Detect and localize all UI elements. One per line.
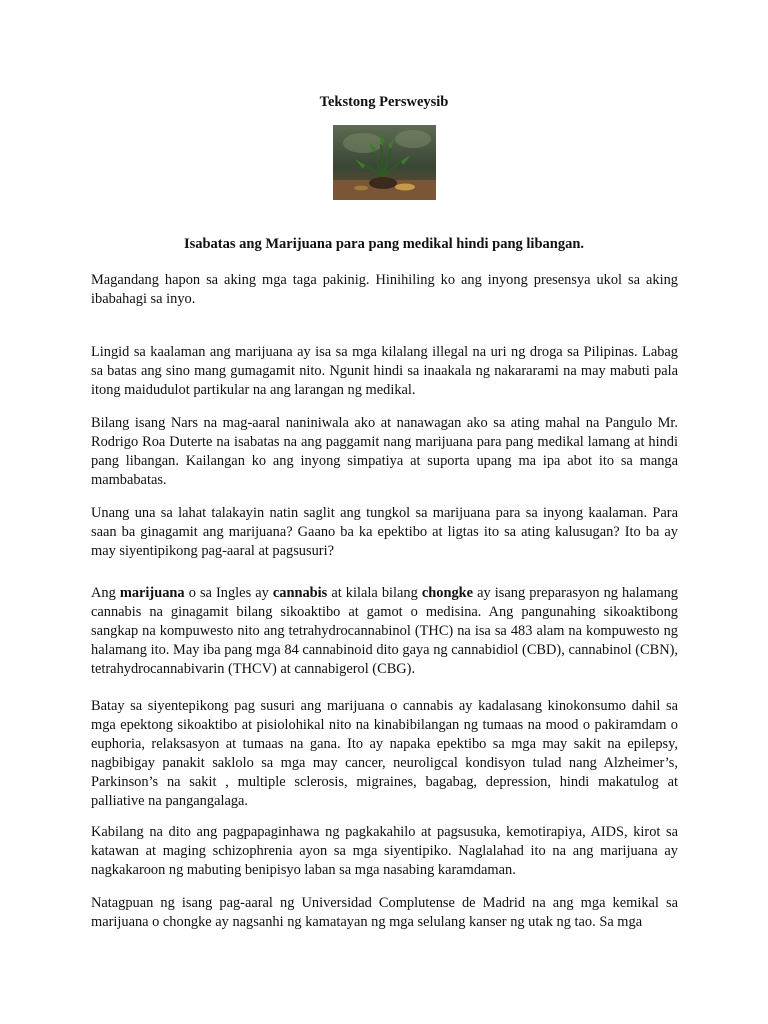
paragraph-appeal: Bilang isang Nars na mag-aaral naniniwala ako at nanawagan ako sa ating mahal na Pangulo Mr. Rodrigo Roa Duterte na isabatas na ang paggamit nang marijuana para pang medikal lamang at hindi pang libangan. Kailangan ko ang inyong simpatiya at suporta upang ma ipa abot ito sa manga mambabatas.	[91, 415, 678, 488]
term-cannabis: cannabis	[272, 585, 328, 601]
marijuana-plant-photo	[333, 125, 436, 200]
document-title: Tekstong Persweysib	[319, 94, 449, 110]
term-chongke: chongke	[421, 585, 474, 601]
paragraph-greeting: Magandang hapon sa aking mga taga pakinig. Hinihiling ko ang inyong presensya ukol sa aking ibabahagi sa inyo.	[91, 272, 678, 307]
definition-mid-2: at kilala bilang	[327, 585, 422, 601]
term-marijuana: marijuana	[119, 585, 185, 601]
plant-image-icon	[333, 125, 436, 200]
paragraph-madrid-study: Natagpuan ng isang pag-aaral ng Universidad Complutense de Madrid na ang mga kemikal sa marijuana o chongke ay nagsanhi ng kamatayan ng mga selulang kanser ng utak ng tao. Sa mga	[91, 895, 678, 930]
paragraph-questions: Unang una sa lahat talakayin natin saglit ang tungkol sa marijuana para sa inyong kaalaman. Para saan ba ginagamit ang marijuana? Gaano ba ka epektibo at ligtas ito sa ating kalusugan? Ito ba ay may siyentipikong pag-aaral at pagsusuri?	[91, 505, 678, 559]
definition-rest: ay isang preparasyon ng halamang cannabis na ginagamit bilang sikoaktibo at gamot o medisina. Ang pangunahing sikoaktibong sangkap na kompuwesto nito ang tetrahydrocannabinol (THC) na isa sa 483 alam na kompuwesto ng halamang ito. May iba pang mga 84 cannabinoid dito gaya ng cannabidiol (CBD), cannabinol (CBN), tetrahydrocannabivarin (THCV) at cannabigerol (CBG).	[91, 585, 678, 677]
definition-intro: Ang	[91, 585, 120, 601]
paragraph-introduction: Lingid sa kaalaman ang marijuana ay isa sa mga kilalang illegal na uri ng droga sa Pilipinas. Labag sa batas ang sino mang gumagamit nito. Ngunit hindi sa inaakala ng nakararami na may mabuti pala itong maidudulot partikular na ang larangan ng medikal.	[91, 344, 678, 398]
document-subtitle: Isabatas ang Marijuana para pang medikal hindi pang libangan.	[183, 236, 585, 252]
definition-mid-1: o sa Ingles ay	[184, 585, 273, 601]
paragraph-benefits: Kabilang na dito ang pagpapaginhawa ng pagkakahilo at pagsusuka, kemotirapiya, AIDS, kirot sa katawan at maging schizophrenia ayon sa mga siyentipiko. Naglalahad ito na ang marijuana ay nagkakaroon ng mabuting benipisyo laban sa mga nasabing karamdaman.	[91, 824, 678, 878]
paragraph-scientific-study: Batay sa siyentepikong pag susuri ang marijuana o cannabis ay kadalasang kinokonsumo dahil sa mga epektong sikoaktibo at pisiolohikal nito na kinabibilangan ng tumaas na mood o pakiramdam o euphoria, relaksasyon at tumaas na gana. Ito ay napaka epektibo sa mga may sakit na epilepsy, nagbibigay panakit saklolo sa mga may cancer, neuroligcal kondisyon tulad nang Alzheimer’s, Parkinson’s na sakit , multiple sclerosis, migraines, bagabag, depression, hindi makatulog at palliative na pangangalaga.	[91, 698, 678, 809]
paragraph-definition	[91, 584, 678, 679]
